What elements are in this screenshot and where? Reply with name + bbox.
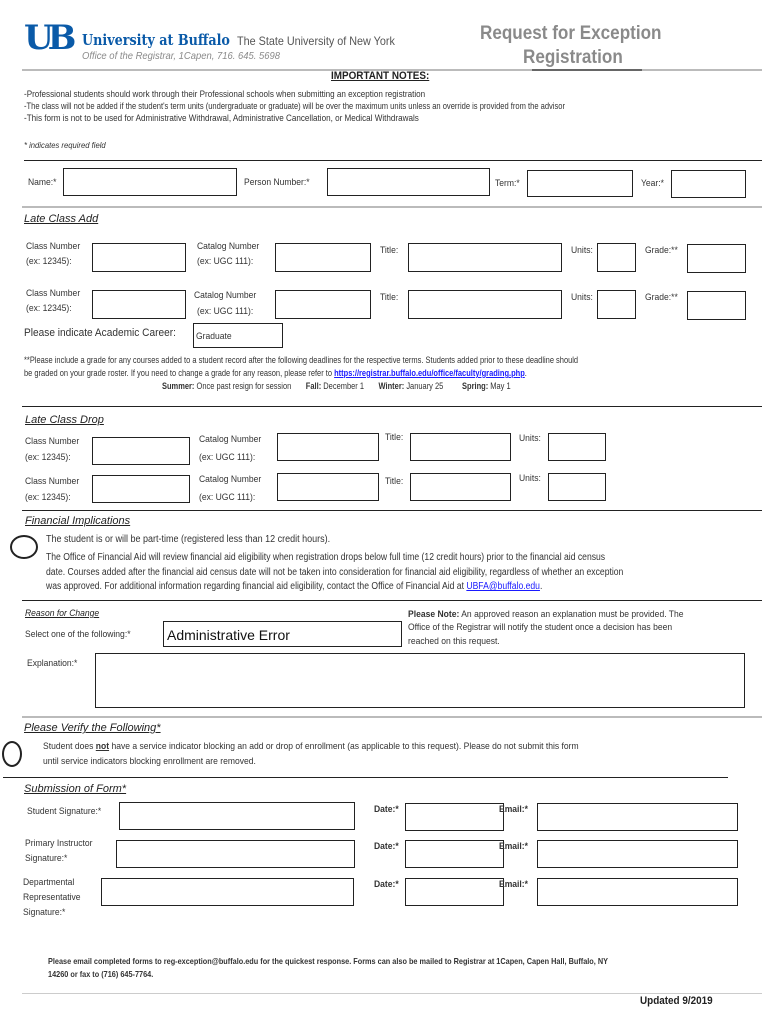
office-address: Office of the Registrar, 1Capen, 716. 645. 5698 [82, 50, 281, 62]
person-number-field[interactable] [327, 168, 490, 196]
title-field[interactable] [408, 290, 562, 319]
instructor-signature-field[interactable] [116, 840, 355, 868]
catalog-number-label: Catalog Number [194, 290, 257, 301]
grade-note-line1: **Please include a grade for any courses added to a student record after the following deadlines for the respective terms. Students added prior to these deadline should [24, 355, 579, 365]
class-number-example: (ex: 12345): [25, 452, 71, 463]
student-signature-field[interactable] [119, 802, 355, 830]
verify-line2: until service indicators blocking enrollment are removed. [43, 756, 256, 767]
academic-career-field[interactable] [193, 323, 283, 348]
class-number-example: (ex: 12345): [26, 303, 72, 314]
please-note-line1: Please Note: An approved reason an explanation must be provided. The [408, 609, 684, 620]
grade-label: Grade:** [645, 292, 678, 303]
title-underline [532, 69, 642, 71]
catalog-number-field[interactable] [277, 433, 379, 461]
instructor-signature-label: Primary Instructor Signature:* [25, 838, 93, 864]
reason-heading: Reason for Change [25, 608, 100, 619]
units-field[interactable] [548, 433, 606, 461]
verify-line1: Student does not have a service indicator blocking an add or drop of enrollment (as applicable to this request). Please do not submit this form [43, 741, 579, 752]
department-signature-label: Departmental Representative Signature:* [23, 877, 81, 918]
class-number-label: Class Number [25, 436, 80, 447]
reason-select[interactable] [163, 621, 402, 647]
title-label: Title: [380, 292, 399, 303]
notes-heading: IMPORTANT NOTES: [331, 70, 430, 82]
required-note: * indicates required field [24, 140, 106, 150]
class-number-label: Class Number [26, 288, 81, 299]
academic-career-value: Graduate [196, 331, 232, 342]
catalog-number-example: (ex: UGC 111): [199, 492, 256, 503]
title-field[interactable] [410, 473, 511, 501]
student-email-label: Email:* [499, 804, 528, 815]
department-signature-field[interactable] [101, 878, 354, 906]
financial-aid-email-link[interactable]: UBFA@buffalo.edu [466, 581, 540, 592]
student-email-field[interactable] [537, 803, 738, 831]
grade-field[interactable] [687, 244, 746, 273]
academic-career-label: Please indicate Academic Career: [24, 327, 176, 339]
year-field[interactable] [671, 170, 746, 198]
financial-line2: date. Courses added after the financial aid census date will not be taken into consideration for financial aid eligibility, regardless of whether an exception [46, 567, 624, 578]
class-number-field[interactable] [92, 243, 186, 272]
catalog-number-label: Catalog Number [199, 474, 262, 485]
department-date-label: Date:* [374, 879, 399, 890]
financial-line1: The Office of Financial Aid will review financial aid eligibility when registration drops below full time (12 credit hours) prior to the financial aid census [46, 552, 606, 563]
term-label: Term:* [495, 178, 520, 189]
university-name: University at Buffalo [82, 31, 230, 49]
financial-line3: was approved. For additional information regarding financial aid eligibility, contact the Office of Financial Aid at UBFA@buffalo.edu. [46, 581, 543, 592]
name-label: Name:* [28, 177, 57, 188]
units-field[interactable] [548, 473, 606, 501]
grade-label: Grade:** [645, 245, 678, 256]
units-label: Units: [519, 433, 541, 444]
divider [22, 206, 762, 208]
ub-logo: UB [24, 18, 71, 58]
catalog-number-field[interactable] [275, 290, 371, 319]
units-field[interactable] [597, 243, 636, 272]
title-label: Title: [380, 245, 399, 256]
department-email-field[interactable] [537, 878, 738, 906]
explanation-field[interactable] [95, 653, 745, 708]
class-number-label: Class Number [25, 476, 80, 487]
catalog-number-label: Catalog Number [199, 434, 262, 445]
footer-line2: 14260 or fax to (716) 645-7764. [48, 969, 154, 979]
units-field[interactable] [597, 290, 636, 319]
instructor-date-label: Date:* [374, 841, 399, 852]
divider [24, 160, 762, 161]
updated-date: Updated 9/2019 [640, 995, 713, 1007]
units-label: Units: [571, 292, 593, 303]
suny-label: The State University of New York [237, 34, 395, 48]
class-number-field[interactable] [92, 475, 190, 503]
year-label: Year:* [641, 178, 664, 189]
class-number-field[interactable] [92, 290, 186, 319]
late-class-drop-heading: Late Class Drop [25, 414, 104, 426]
financial-heading: Financial Implications [25, 515, 131, 527]
footer-line1: Please email completed forms to reg-exception@buffalo.edu for the quickest response. Forms can also be mailed to Registrar at 1Capen, Capen Hall, Buffalo, NY [48, 956, 608, 966]
student-signature-label: Student Signature:* [27, 806, 102, 817]
class-number-example: (ex: 12345): [25, 492, 71, 503]
grading-link[interactable]: https://registrar.buffalo.edu/office/faculty/grading.php [334, 368, 525, 378]
divider [22, 600, 762, 601]
class-number-example: (ex: 12345): [26, 256, 72, 267]
please-note-line2: Office of the Registrar will notify the student once a decision has been [408, 622, 673, 633]
catalog-number-example: (ex: UGC 111): [197, 306, 254, 317]
late-class-add-heading: Late Class Add [24, 213, 99, 225]
note-1: -Professional students should work through their Professional schools when submitting an exception registration [24, 89, 426, 99]
class-number-label: Class Number [26, 241, 81, 252]
select-reason-label: Select one of the following:* [25, 629, 131, 640]
catalog-number-label: Catalog Number [197, 241, 260, 252]
part-time-radio[interactable] [10, 535, 38, 559]
class-number-field[interactable] [92, 437, 190, 465]
units-label: Units: [519, 473, 541, 484]
title-field[interactable] [408, 243, 562, 272]
note-3: -This form is not to be used for Administrative Withdrawal, Administrative Cancellation, or Medical Withdrawals [24, 113, 419, 123]
catalog-number-example: (ex: UGC 111): [197, 256, 254, 267]
title-field[interactable] [410, 433, 511, 461]
divider [3, 777, 728, 778]
student-date-field[interactable] [405, 803, 504, 831]
divider [22, 716, 762, 718]
grade-note-line2: be graded on your grade roster. If you need to change a grade for any reason, please refer to https://registrar.buffalo.edu/office/faculty/grading.php. [24, 368, 527, 378]
catalog-number-field[interactable] [277, 473, 379, 501]
catalog-number-field[interactable] [275, 243, 371, 272]
form-title-line2: Registration [523, 47, 623, 68]
title-label: Title: [385, 432, 404, 443]
catalog-number-example: (ex: UGC 111): [199, 452, 256, 463]
submission-heading: Submission of Form* [24, 783, 127, 795]
deadlines: Summer: Once past resign for session Fall: December 1 Winter: January 25 Spring: May 1 [162, 381, 511, 391]
divider [22, 406, 762, 407]
divider [22, 993, 762, 994]
please-note-line3: reached on this request. [408, 636, 500, 647]
department-email-label: Email:* [499, 879, 528, 890]
grade-field[interactable] [687, 291, 746, 320]
name-field[interactable] [63, 168, 237, 196]
department-date-field[interactable] [405, 878, 504, 906]
explanation-label: Explanation:* [27, 658, 78, 669]
verify-heading: Please Verify the Following* [24, 722, 161, 734]
reason-select-value: Administrative Error [167, 627, 290, 643]
note-2: -The class will not be added if the student's term units (undergraduate or graduate) will be over the maximum units unless an override is provided from the advisor [24, 101, 565, 111]
units-label: Units: [571, 245, 593, 256]
title-label: Title: [385, 476, 404, 487]
instructor-date-field[interactable] [405, 840, 504, 868]
part-time-option: The student is or will be part-time (registered less than 12 credit hours). [46, 534, 331, 545]
instructor-email-field[interactable] [537, 840, 738, 868]
person-number-label: Person Number:* [244, 177, 310, 188]
student-date-label: Date:* [374, 804, 399, 815]
term-field[interactable] [527, 170, 633, 197]
form-title-line1: Request for Exception [480, 23, 662, 44]
verify-radio[interactable] [2, 741, 22, 767]
divider [22, 510, 762, 511]
instructor-email-label: Email:* [499, 841, 528, 852]
